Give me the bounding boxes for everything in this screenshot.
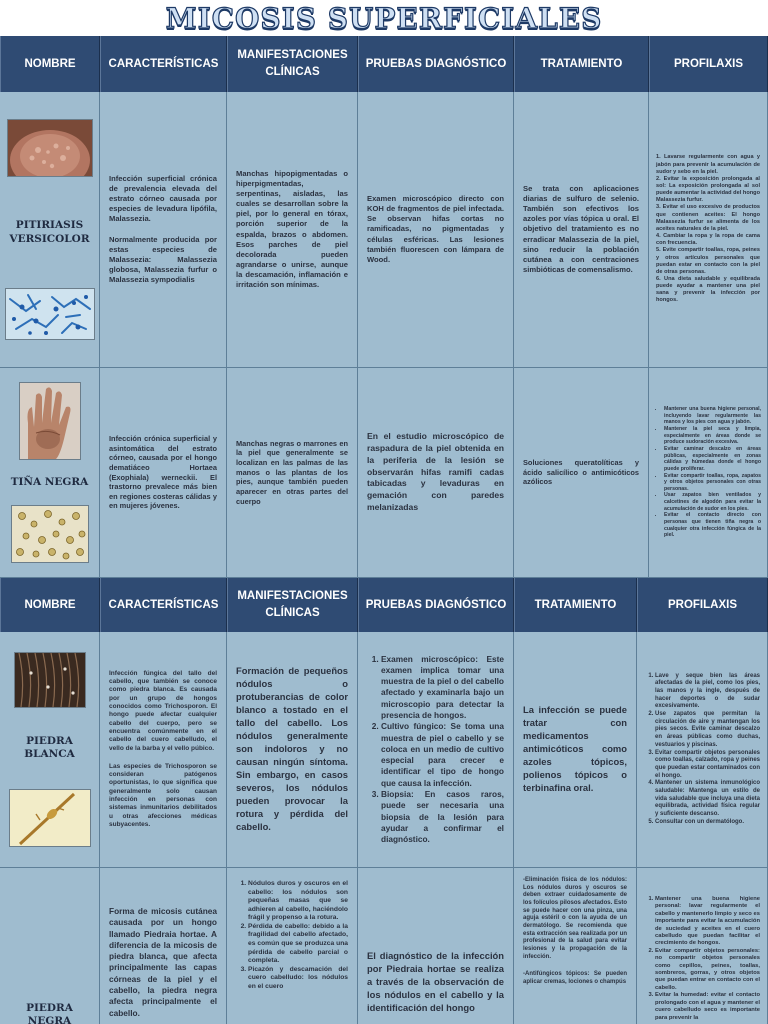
- header-tratamiento: TRATAMIENTO: [514, 578, 637, 632]
- caracteristicas-piedra-blanca-p2: Las especies de Trichosporon se consideran patógenos oportunistas, lo que significa que generalmente solo causan infección en personas con sistemas inmunitarios debilitados u otras afecciones médicas subyacentes.: [109, 762, 217, 828]
- manifestaciones-tina-negra: [227, 368, 358, 578]
- profilaxis-negra-item: 3. Evitar la humedad: evitar el contacto prolongado con el agua y mantener el cuero cabelludo seco es importante para prevenir la: [655, 992, 760, 1022]
- name-cell-piedra-blanca: [0, 632, 100, 868]
- page-title: [0, 0, 768, 36]
- manifestaciones-piedra-blanca: [227, 632, 358, 868]
- tratamiento-piedra-negra-p2: -Antifúngicos tópicos: Se pueden aplicar cremas, lociones o champús: [523, 971, 627, 986]
- tratamiento-piedra-blanca-text: La infección se puede tratar con medicamentos antimicóticos como azoles tópicos, polienos tópicos o terbinafina oral.: [523, 704, 627, 793]
- profilaxis-pitiriasis-item: 2. Evitar la exposición prolongada al sol: La exposición prolongada al sol puede aumentar la actividad del hongo Malassezia furfur.: [656, 175, 760, 204]
- disease-name-pitiriasis: PITIRIASIS VERSICOLOR: [9, 219, 90, 245]
- profilaxis-tina-item: • Evitar el contacto directo con personas que tienen tiña negra o cualquier otra infección fúngica de la piel.: [664, 512, 761, 539]
- caracteristicas-pitiriasis-p1: Infección superficial crónica de prevalencia elevada del estrato córneo causada por especies de levadura lipófila, Malassezia.: [109, 174, 217, 224]
- profilaxis-negra-item: 2. Evitar compartir objetos personales: no compartir objetos personales como cepillos, peines, toallas, sombreros, gorras, y otros objetos que puedan entrar en contacto con el cabello.: [655, 948, 760, 992]
- microscope-blue-image: [5, 288, 95, 340]
- tratamiento-tina-negra-text: Soluciones queratolíticas y ácido salicílico o antimicóticos azólicos: [523, 458, 639, 487]
- profilaxis-pitiriasis-item: 6. Una dieta saludable y equilibrada puede ayudar a mantener una piel sana y prevenir la infección por hongos.: [656, 276, 760, 304]
- tratamiento-pitiriasis-text: Se trata con aplicaciones diarias de sulfuro de selenio. También son efectivos los azoles por vías tópica u oral. El objetivo del tratamiento es no erradicar Malassezia de la piel, sino reducir la población cutánea a con centraciones simbióticas de comensalismo.: [523, 184, 639, 274]
- table-row-pitiriasis: [0, 92, 768, 368]
- pruebas-blanca-item: 3. Biopsia: En casos raros, puede ser necesaria una biopsia de la lesión para ayudar a confirmar el diagnóstico.: [381, 789, 504, 845]
- caracteristicas-tina-negra-text: Infección crónica superficial y asintomática del estrato córneo, causada por el hongo dematiáceo Hortaea (Exophiala) werneckii. El trastorno prevalece más bien en regiones costeras cálidas y en mujeres jóvenes.: [109, 434, 217, 511]
- caracteristicas-piedra-blanca: [100, 632, 227, 868]
- manifestaciones-negra-item: 2. Pérdida de cabello: debido a la fragilidad del cabello afectado, es común que se produzca una pérdida de cabello parcial o completa.: [248, 923, 348, 966]
- tratamiento-piedra-blanca: [514, 632, 637, 868]
- profilaxis-tina-item: • Evitar caminar descalzo en áreas públicas, especialmente en zonas cálidas y húmedas donde el hongo puede proliferar.: [664, 446, 761, 473]
- pruebas-blanca-item: 2. Cultivo fúngico: Se toma una muestra de piel o cabello y se coloca en un medio de cultivo especial para crecer e identificar el tipo de hongo que causa la infección.: [381, 721, 504, 789]
- pruebas-tina-negra: [358, 368, 514, 578]
- disease-name-piedra-blanca: PIEDRA BLANCA: [24, 735, 75, 761]
- profilaxis-blanca-item: 3. Evitar compartir objetos personales como toallas, calzado, ropa y peines que puedan estar contaminados con el hongo.: [655, 750, 760, 781]
- manifestaciones-negra-item: 3. Picazón y descamación del cuero cabelludo: los nódulos en el cuero: [248, 966, 348, 992]
- tratamiento-piedra-negra: [514, 868, 637, 1024]
- tratamiento-piedra-negra-p1: -Eliminación física de los nódulos: Los nódulos duros y oscuros se deben extraer cuidadosamente de los folículos pilosos afectados. Esto se puede hacer con una pinza, una aguja estéril o con la ayuda de un dermatólogo. Se recomienda que esta extracción sea realizada por un profesional de la salud para evitar lesiones y la propagación de la infección.: [523, 877, 627, 960]
- profilaxis-blanca-item: 1. Lave y seque bien las áreas afectadas de la piel, como los pies, las manos y la ingle, después de hacer deportes o de sudar excesivamente.: [655, 673, 760, 711]
- profilaxis-tina-item: • Mantener una buena higiene personal, incluyendo lavar regularmente las manos y los pies con agua y jabón.: [664, 406, 761, 426]
- manifestaciones-piedra-blanca-text: Formación de pequeños nódulos o protuberancias de color blanco a tostado en el tallo del cabello. Los nódulos generalmente son indoloros y no causan ningún síntoma. Sin embargo, en casos severos, los nódulos pueden provocar la rotura y pérdida del cabello.: [236, 665, 348, 832]
- profilaxis-pitiriasis: [649, 92, 768, 368]
- palm-image: [19, 382, 81, 460]
- pruebas-piedra-negra-text: El diagnóstico de la infección por Piedraia hortae se realiza a través de la observación de los nódulos en el cabello y la identificación del hongo: [367, 950, 504, 1013]
- disease-name-tina-negra: TIÑA NEGRA: [10, 475, 89, 488]
- yeast-cells-image: [11, 505, 89, 563]
- table-row-tina-negra: [0, 368, 768, 578]
- profilaxis-piedra-negra: [637, 868, 768, 1024]
- profilaxis-negra-item: 1. Mantener una buena higiene personal: lavar regularmente el cabello y mantenerlo limpio y seco es importante para evitar la acumulación de suciedad y aceites en el cuero cabelludo que puedan facilitar el crecimiento de hongos.: [655, 896, 760, 948]
- name-cell-pitiriasis: [0, 92, 100, 368]
- profilaxis-tina-item: • Mantener la piel seca y limpia, especialmente en áreas donde se produce sudoración excesiva.: [664, 426, 761, 446]
- pruebas-piedra-blanca: [358, 632, 514, 868]
- table-header-2: [0, 578, 768, 632]
- hair-nodule-image: [9, 789, 91, 847]
- pruebas-pitiriasis: [358, 92, 514, 368]
- caracteristicas-piedra-blanca-p1: Infección fúngica del tallo del cabello, que también se conoce como piedra blanca. Es causada por un grupo de hongos conocidos como Trichosporon. El hongo puede afectar cualquier cabello del cuerpo, pero se encuentra comúnmente en el cabello del cuero cabelludo, el vello de la barba y el vello púbico.: [109, 669, 217, 752]
- page-title-text: MICOSIS SUPERFICIALES: [165, 1, 603, 35]
- header-caracteristicas: CARACTERÍSTICAS: [100, 578, 227, 632]
- table-row-piedra-blanca: [0, 632, 768, 868]
- tratamiento-pitiriasis: [514, 92, 649, 368]
- caracteristicas-piedra-negra-text: Forma de micosis cutánea causada por un hongo llamado Piedraia hortae. A diferencia de la micosis de piedra blanca, que afecta principalmente las capas córneas de la piel y el cabello, la piedra negra afecta principalmente el cabello.: [109, 906, 217, 1018]
- pruebas-piedra-negra: [358, 868, 514, 1024]
- manifestaciones-tina-negra-text: Manchas negras o marrones en la piel que generalmente se localizan en las palmas de las manos o las plantas de los pies, aunque también pueden aparecer en otras partes del cuerpo: [236, 438, 348, 506]
- header-tratamiento: TRATAMIENTO: [514, 36, 649, 92]
- profilaxis-pitiriasis-item: 1. Lavarse regularmente con agua y jabón para prevenir la acumulación de sudor y sebo en la piel.: [656, 154, 760, 175]
- header-profilaxis: PROFILAXIS: [649, 36, 768, 92]
- profilaxis-pitiriasis-item: 4. Cambiar la ropa y la ropa de cama con frecuencia.: [656, 233, 760, 247]
- profilaxis-blanca-item: 2. Use zapatos que permitan la circulación de aire y mantengan los pies secos. Evite caminar descalzo en áreas públicas como duchas, vestuarios y piscinas.: [655, 711, 760, 749]
- profilaxis-tina-item: • Evitar compartir toallas, ropa, zapatos y otros objetos personales con otras personas.: [664, 473, 761, 493]
- disease-name-piedra-negra: PIEDRA NEGRA: [26, 1001, 73, 1024]
- header-nombre: NOMBRE: [0, 36, 100, 92]
- caracteristicas-pitiriasis: [100, 92, 227, 368]
- pruebas-tina-negra-text: En el estudio microscópico de raspadura de la piel obtenida en la periferia de la lesión se observarán hifas ramifi cadas tabicadas y levaduras en gemación con paredes melanizadas: [367, 430, 504, 513]
- hair-image: [14, 652, 86, 708]
- header-caracteristicas: CARACTERÍSTICAS: [100, 36, 227, 92]
- profilaxis-piedra-blanca: [637, 632, 768, 868]
- table-header-1: [0, 36, 768, 92]
- profilaxis-tina-negra: [649, 368, 768, 578]
- profilaxis-pitiriasis-item: 5. Evite compartir toallas, ropa, peines y otros artículos personales que puedan estar en contacto con la piel de otras personas.: [656, 247, 760, 275]
- caracteristicas-piedra-negra: [100, 868, 227, 1024]
- caracteristicas-tina-negra: [100, 368, 227, 578]
- pruebas-pitiriasis-text: Examen microscópico directo con KOH de fragmentos de piel infectada. Se observan hifas cortas no ramificadas, no pigmentadas y células esféricas. Las lesiones también fluorescen con lámpara de Wood.: [367, 194, 504, 264]
- caracteristicas-pitiriasis-p2: Normalmente producida por estas especies de Malassezia: Malassezia globosa, Malassezia furfur o Malassezia sympodialis: [109, 234, 217, 284]
- profilaxis-tina-item: • Usar zapatos bien ventilados y calcetines de algodón para evitar la acumulación de sudor en los pies.: [664, 492, 761, 512]
- name-cell-tina-negra: [0, 368, 100, 578]
- tratamiento-tina-negra: [514, 368, 649, 578]
- name-cell-piedra-negra: [0, 868, 100, 1024]
- header-pruebas: PRUEBAS DIAGNÓSTICO: [358, 36, 514, 92]
- header-manifestaciones: MANIFESTACIONES CLÍNICAS: [227, 578, 358, 632]
- manifestaciones-piedra-negra: [227, 868, 358, 1024]
- header-manifestaciones: MANIFESTACIONES CLÍNICAS: [227, 36, 358, 92]
- manifestaciones-pitiriasis: [227, 92, 358, 368]
- pruebas-blanca-item: 1. Examen microscópico: Este examen implica tomar una muestra de la piel o del cabello afectado y examinarla bajo un microscopio para detectar la presencia de hongos.: [381, 654, 504, 722]
- header-profilaxis: PROFILAXIS: [637, 578, 768, 632]
- manifestaciones-pitiriasis-text: Manchas hipopigmentadas o hiperpigmentadas, serpentinas, aisladas, las cuales se desarrollan sobre la piel, por lo general en tórax, porción superior de la espalda, brazos o abdomen. Esos parches de piel decolorada pueden agrandarse o unirse, aunque la descamación, inflamación e irritación son mínimas.: [236, 169, 348, 289]
- table-row-piedra-negra: [0, 868, 768, 1024]
- manifestaciones-negra-item: 1. Nódulos duros y oscuros en el cabello: los nódulos son pequeñas masas que se adhieren al cabello, haciéndolo frágil y propenso a la rotura.: [248, 880, 348, 923]
- header-pruebas: PRUEBAS DIAGNÓSTICO: [358, 578, 514, 632]
- profilaxis-blanca-item: 5. Consultar con un dermatólogo.: [655, 819, 760, 827]
- profilaxis-blanca-item: 4. Mantener un sistema inmunológico saludable: Mantenga un estilo de vida saludable que incluya una dieta equilibrada, actividad física regular y suficiente descanso.: [655, 780, 760, 818]
- skin-back-image: [7, 119, 93, 177]
- header-nombre: NOMBRE: [0, 578, 100, 632]
- profilaxis-pitiriasis-item: 3. Evitar el uso excesivo de productos que contienen aceites: El hongo Malassezia furfur se alimenta de los aceites naturales de la piel.: [656, 204, 760, 232]
